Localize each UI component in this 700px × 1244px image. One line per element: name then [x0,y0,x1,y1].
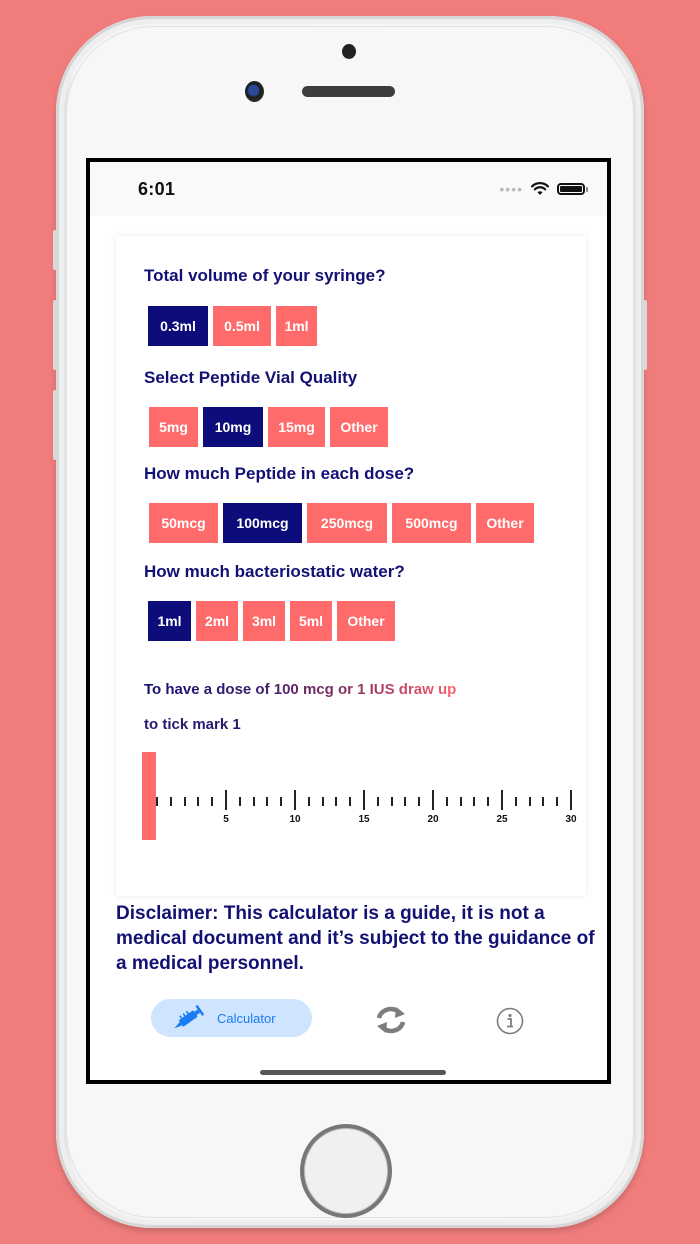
syringe-tick [446,797,448,806]
result-text-line2: to tick mark 1 [144,716,241,733]
syringe-tick [404,797,406,806]
syringe-tick-label: 10 [289,814,301,825]
water-amount-options [148,601,395,641]
syringe-tick [432,790,434,810]
syringe-tick [170,797,172,806]
signal-dots-icon: •••• [499,181,523,197]
tab-refresh[interactable] [374,1005,408,1040]
syringe-tick [280,797,282,806]
syringe-tick-label: 30 [565,814,577,825]
syringe-tick [225,790,227,810]
dose-amount-options [149,503,534,543]
battery-icon [557,183,585,195]
syringe-tick [418,797,420,806]
syringe-icon [171,1003,207,1033]
syringe-tick [556,797,558,806]
option-10mg[interactable]: 10mg [203,407,263,447]
home-button[interactable] [300,1124,392,1218]
status-bar [90,162,607,216]
syringe-tick [391,797,393,806]
syringe-tick-label: 5 [223,814,229,825]
option-15mg[interactable]: 15mg [268,407,325,447]
syringe-tick [349,797,351,806]
syringe-tick [211,797,213,806]
option-100mcg[interactable]: 100mcg [223,503,302,543]
earpiece-speaker [302,86,395,97]
syringe-tick [501,790,503,810]
question-dose-amount: How much Peptide in each dose? [144,464,415,483]
tab-info[interactable] [496,1007,524,1040]
syringe-tick [460,797,462,806]
syringe-tick [377,797,379,806]
syringe-tick-label: 15 [358,814,370,825]
syringe-tick [197,797,199,806]
tab-calculator-label: Calculator [217,1010,276,1026]
mute-switch [53,230,57,270]
syringe-tick [473,797,475,806]
option-other-dose[interactable]: Other [476,503,534,543]
power-button [643,300,647,370]
info-icon [496,1007,524,1035]
option-250mcg[interactable]: 250mcg [307,503,387,543]
option-5mg[interactable]: 5mg [149,407,198,447]
volume-up-button [53,300,57,370]
syringe-tick [529,797,531,806]
disclaimer-text: Disclaimer: This calculator is a guide, it is not a medical document and it’s subject to the guidance of a medical personnel. [116,903,595,974]
syringe-tick [363,790,365,810]
syringe-tick [570,790,572,810]
option-500mcg[interactable]: 500mcg [392,503,471,543]
proximity-sensor [342,44,356,59]
syringe-tick [156,797,158,806]
option-5ml-water[interactable]: 5ml [290,601,332,641]
status-time: 6:01 [138,179,176,199]
volume-down-button [53,390,57,460]
syringe-tick-label: 25 [496,814,508,825]
option-0.5ml[interactable]: 0.5ml [213,306,271,346]
option-2ml-water[interactable]: 2ml [196,601,238,641]
refresh-icon [374,1005,408,1035]
syringe-tick [542,797,544,806]
option-50mcg[interactable]: 50mcg [149,503,218,543]
question-syringe-volume: Total volume of your syringe? [144,266,386,285]
option-1ml-water[interactable]: 1ml [148,601,191,641]
syringe-tick [253,797,255,806]
option-0.3ml[interactable]: 0.3ml [148,306,208,346]
syringe-tick [515,797,517,806]
syringe-tick [239,797,241,806]
front-camera [245,81,264,102]
home-indicator[interactable] [260,1070,446,1075]
app-screen [86,158,611,1084]
syringe-tick [184,797,186,806]
syringe-tick [487,797,489,806]
option-1ml[interactable]: 1ml [276,306,317,346]
syringe-tick [294,790,296,810]
syringe-scale [142,752,577,842]
option-3ml-water[interactable]: 3ml [243,601,285,641]
syringe-tick [308,797,310,806]
result-text-line1: To have a dose of 100 mcg or 1 IUS draw up [144,681,457,698]
syringe-fill-indicator [142,752,156,840]
question-vial-quality: Select Peptide Vial Quality [144,368,358,387]
status-icons [499,182,585,196]
question-water-amount: How much bacteriostatic water? [144,562,405,581]
syringe-tick-label: 20 [427,814,439,825]
tab-calculator[interactable] [151,999,312,1037]
vial-quality-options [149,407,388,447]
option-other-vial[interactable]: Other [330,407,388,447]
calculator-card [116,236,586,896]
tab-bar [90,994,607,1044]
option-other-water[interactable]: Other [337,601,395,641]
syringe-volume-options [148,306,317,346]
syringe-tick [322,797,324,806]
syringe-tick [335,797,337,806]
syringe-tick [266,797,268,806]
wifi-icon [531,182,549,196]
